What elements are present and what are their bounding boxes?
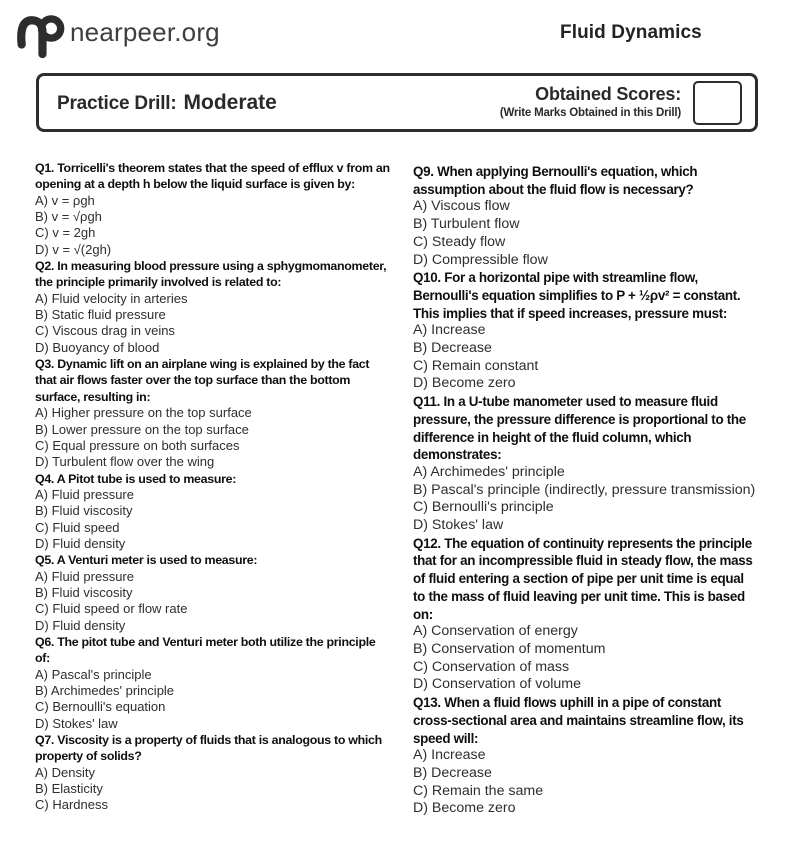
answer-option: A) Fluid pressure — [35, 486, 134, 502]
score-input-box[interactable] — [693, 81, 742, 125]
answer-option: D) Fluid density — [35, 617, 126, 633]
question-q12 — [413, 535, 759, 694]
obtained-scores-label: Obtained Scores: — [535, 84, 681, 105]
drill-level: Moderate — [183, 90, 277, 114]
answer-option: C) Viscous drag in veins — [35, 323, 175, 339]
question-q4 — [35, 471, 391, 553]
answer-option: A) Archimedes' principle — [413, 463, 565, 480]
answer-option: C) Remain the same — [413, 782, 544, 799]
drill-banner — [36, 73, 758, 132]
question-text: Q9. When applying Bernoulli's equation, which assumption about the fluid flow is necessary? — [413, 164, 698, 197]
answer-option: C) Conservation of mass — [413, 658, 570, 675]
answer-option: B) Archimedes' principle — [35, 683, 175, 698]
obtained-scores-group — [500, 81, 742, 125]
nearpeer-logo-icon — [13, 7, 65, 63]
question-q13 — [413, 694, 759, 818]
brand-text: nearpeer.org — [70, 17, 220, 47]
questions-left-column — [35, 160, 391, 818]
question-text: Q4. A Pitot tube is used to measure: — [35, 471, 237, 486]
question-q10 — [413, 269, 759, 393]
obtained-scores-text — [500, 85, 681, 119]
question-text: Q11. In a U-tube manometer used to measure fluid pressure, the pressure difference is proportional to the difference in height of the fluid column, which demonstrates: — [413, 394, 746, 463]
question-q3 — [35, 356, 391, 470]
question-q2 — [35, 258, 391, 356]
answer-option: D) Compressible flow — [413, 251, 548, 268]
answer-option: C) Hardness — [35, 797, 108, 813]
question-text: Q6. The pitot tube and Venturi meter both utilize the principle of: — [35, 634, 376, 666]
answer-option: B) Fluid viscosity — [35, 503, 133, 519]
answer-option: A) Viscous flow — [413, 198, 510, 215]
question-q7 — [35, 732, 391, 814]
answer-option: D) Conservation of volume — [413, 676, 581, 693]
question-q11 — [413, 393, 759, 535]
answer-option: B) Elasticity — [35, 781, 103, 797]
question-q5 — [35, 552, 391, 634]
answer-option: A) Density — [35, 764, 95, 780]
answer-option: D) Become zero — [413, 375, 516, 392]
answer-option: B) Fluid viscosity — [35, 584, 133, 600]
answer-option: A) Fluid velocity in arteries — [35, 290, 188, 306]
answer-option: D) Stokes' law — [35, 715, 118, 731]
answer-option: C) Bernoulli's equation — [35, 699, 166, 715]
answer-option: D) Buoyancy of blood — [35, 339, 160, 355]
answer-option: B) Pascal's principle (indirectly, pressure transmission) — [413, 481, 756, 498]
answer-option: D) Turbulent flow over the wing — [35, 454, 215, 470]
answer-option: C) v = 2gh — [35, 225, 96, 241]
answer-option: B) Conservation of momentum — [413, 640, 606, 657]
answer-option: B) Decrease — [413, 340, 492, 357]
question-text: Q7. Viscosity is a property of fluids that is analogous to which property of solids? — [35, 733, 382, 764]
question-text: Q12. The equation of continuity represents the principle that for an incompressible fluid in steady flow, the mass of fluid entering a section of pipe per unit time is equal to the mass of fluid leaving per unit time. This is based on: — [413, 535, 753, 622]
answer-option: C) Remain constant — [413, 357, 539, 374]
answer-option: C) Fluid speed — [35, 519, 120, 535]
answer-option: D) Stokes' law — [413, 517, 504, 534]
answer-option: A) Increase — [413, 747, 486, 764]
answer-option: A) Higher pressure on the top surface — [35, 405, 252, 421]
question-text: Q5. A Venturi meter is used to measure: — [35, 553, 258, 568]
answer-option: C) Bernoulli's principle — [413, 499, 554, 516]
question-q6 — [35, 634, 391, 732]
question-text: Q13. When a fluid flows uphill in a pipe of constant cross-sectional area and maintains streamline flow, its speed will: — [413, 695, 744, 746]
answer-option: B) Static fluid pressure — [35, 307, 166, 323]
answer-option: C) Equal pressure on both surfaces — [35, 437, 240, 453]
question-q1 — [35, 160, 391, 258]
answer-option: A) v = ρgh — [35, 192, 95, 208]
answer-option: C) Fluid speed or flow rate — [35, 601, 188, 617]
question-text: Q10. For a horizontal pipe with streamline flow, Bernoulli's equation simplifies to P + ½ρv² = constant. This implies that if speed increases, pressure must: — [413, 270, 741, 321]
drill-label: Practice Drill: — [57, 92, 177, 114]
questions-right-column — [413, 163, 759, 818]
question-text: Q1. Torricelli's theorem states that the speed of efflux v from an opening at a depth h below the liquid surface is given by: — [35, 161, 390, 192]
answer-option: C) Steady flow — [413, 233, 506, 250]
answer-option: A) Pascal's principle — [35, 666, 152, 682]
obtained-scores-subtext: (Write Marks Obtained in this Drill) — [499, 107, 681, 120]
answer-option: A) Conservation of energy — [413, 623, 578, 640]
question-text: Q3. Dynamic lift on an airplane wing is explained by the fact that air flows faster over the top surface than the bottom surface, resulting in: — [35, 357, 370, 404]
question-text: Q2. In measuring blood pressure using a sphygmomanometer, the principle primarily involved is related to: — [35, 259, 387, 290]
answer-option: D) Become zero — [413, 800, 516, 817]
answer-option: B) Lower pressure on the top surface — [35, 421, 249, 437]
answer-option: D) Fluid density — [35, 535, 126, 551]
page-title: Fluid Dynamics — [560, 22, 702, 43]
answer-option: B) Decrease — [413, 764, 492, 781]
answer-option: B) v = √ρgh — [35, 209, 102, 225]
drill-title — [57, 91, 277, 115]
questions-area — [35, 160, 759, 818]
answer-option: D) v = √(2gh) — [35, 241, 112, 257]
answer-option: A) Increase — [413, 322, 486, 339]
answer-option: B) Turbulent flow — [413, 216, 520, 233]
answer-option: A) Fluid pressure — [35, 568, 134, 584]
question-q9 — [413, 163, 759, 269]
